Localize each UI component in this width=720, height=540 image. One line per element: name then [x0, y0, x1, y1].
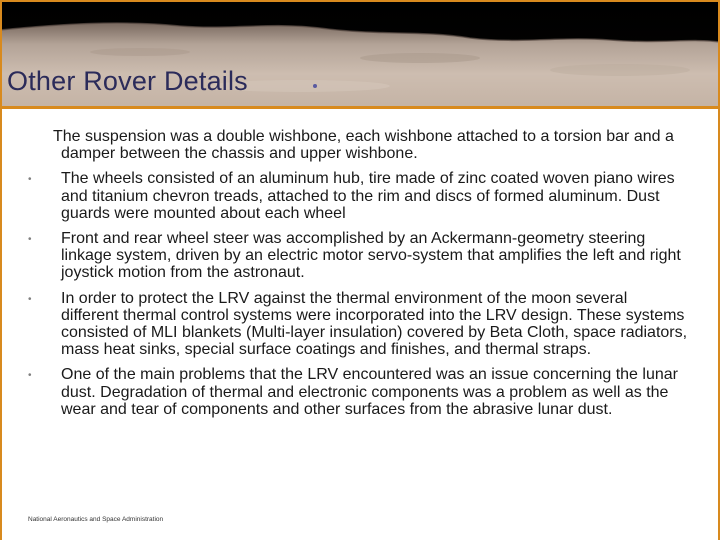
frame-top-border: [0, 0, 720, 2]
bullet-icon: •: [28, 234, 32, 246]
bullet-text: One of the main problems that the LRV encountered was an issue concerning the lunar dust. Degradation of thermal and electronic components was a problem as well as the wear and tear of components and other surfaces from the abrasive lunar dust.: [61, 366, 678, 418]
lunar-landscape-banner: [0, 0, 720, 108]
bullet-item: [28, 230, 688, 282]
footer-agency-name: National Aeronautics and Space Administration: [28, 516, 164, 523]
slide-body: [28, 128, 688, 426]
frame-left-border: [0, 106, 2, 540]
bullet-text: Front and rear wheel steer was accomplished by an Ackermann-geometry steering linkage system, driven by an electric motor servo-system that amplifies the left and right joystick motion from the astronaut.: [61, 230, 681, 282]
title-dot-decoration: [313, 84, 317, 88]
bullet-icon: •: [28, 174, 32, 186]
bullet-item: [28, 170, 688, 222]
intro-paragraph: The suspension was a double wishbone, each wishbone attached to a torsion bar and a damper between the chassis and upper wishbone.: [53, 128, 674, 163]
bullet-item: [28, 290, 688, 359]
slide-title: Other Rover Details: [7, 66, 248, 96]
frame-left-border-top: [0, 0, 2, 108]
bullet-item: [28, 366, 688, 418]
bullet-icon: •: [28, 370, 32, 382]
title-divider: [0, 106, 720, 109]
bullet-icon: •: [28, 293, 32, 305]
bullet-text: The wheels consisted of an aluminum hub, tire made of zinc coated woven piano wires and titanium chevron treads, attached to the rim and discs of formed aluminum. Dust guards were mounted about each wheel: [61, 170, 675, 222]
bullet-text: In order to protect the LRV against the thermal environment of the moon several different thermal control systems were incorporated into the LRV design. These systems consisted of MLI blankets (Multi-layer insulation) covered by Beta Cloth, space radiators, mass heat sinks, special surface coatings and finishes, and thermal straps.: [61, 289, 688, 359]
